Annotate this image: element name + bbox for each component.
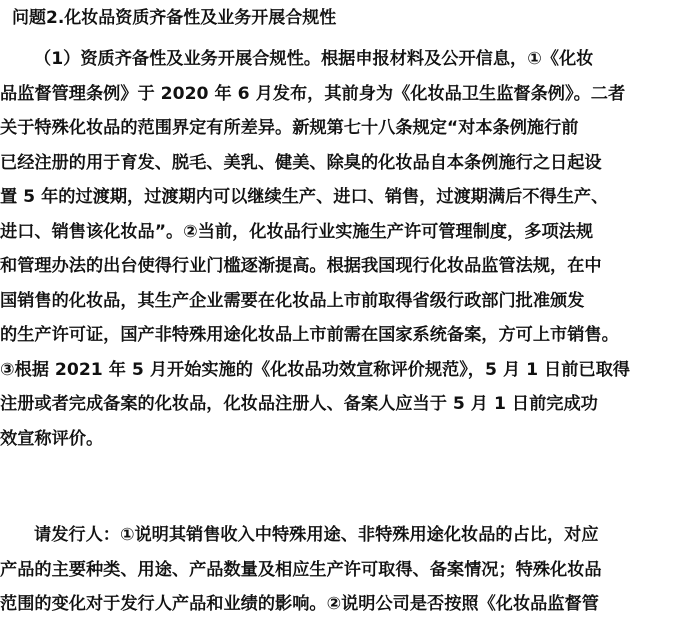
paragraph-line: 请发行人：①说明其销售收入中特殊用途、非特殊用途化妆品的占比，对应 [34, 525, 599, 545]
paragraph-line: （1）资质齐备性及业务开展合规性。根据申报材料及公开信息，①《化妆 [34, 49, 594, 69]
paragraph-line: 范围的变化对于发行人产品和业绩的影响。②说明公司是否按照《化妆品监督管 [0, 594, 599, 614]
paragraph-qualification [0, 42, 678, 456]
paragraph-line: 品监督管理条例》于 2020 年 6 月发布，其前身为《化妆品卫生监督条例》。二者 [0, 83, 626, 104]
paragraph-line: 关于特殊化妆品的范围界定有所差异。新规第七十八条规定“对本条例施行前 [0, 118, 579, 138]
paragraph-line: 注册或者完成备案的化妆品，化妆品注册人、备案人应当于 5 月 1 日前完成功 [0, 394, 598, 414]
paragraph-line: 产品的主要种类、用途、产品数量及相应生产许可取得、备案情况；特殊化妆品 [0, 559, 602, 580]
paragraph-line: ③根据 2021 年 5 月开始实施的《化妆品功效宣称评价规范》，5 月 1 日前已取得 [0, 359, 630, 380]
paragraph-request [0, 518, 678, 622]
paragraph-line: 的生产许可证，国产非特殊用途化妆品上市前需在国家系统备案，方可上市销售。 [0, 325, 619, 345]
section-heading: 问题2.化妆品资质齐备性及业务开展合规性 [12, 8, 337, 28]
paragraph-line: 置 5 年的过渡期，过渡期内可以继续生产、进口、销售，过渡期满后不得生产、 [0, 187, 609, 207]
paragraph-line: 和管理办法的出台使得行业门槛逐渐提高。根据我国现行化妆品监管法规，在中 [0, 256, 602, 276]
paragraph-line: 已经注册的用于育发、脱毛、美乳、健美、除臭的化妆品自本条例施行之日起设 [0, 152, 602, 173]
paragraph-line: 进口、销售该化妆品”。②当前，化妆品行业实施生产许可管理制度，多项法规 [0, 221, 594, 242]
paragraph-line: 效宣称评价。 [0, 428, 104, 449]
paragraph-line: 国销售的化妆品，其生产企业需要在化妆品上市前取得省级行政部门批准颁发 [0, 290, 585, 311]
